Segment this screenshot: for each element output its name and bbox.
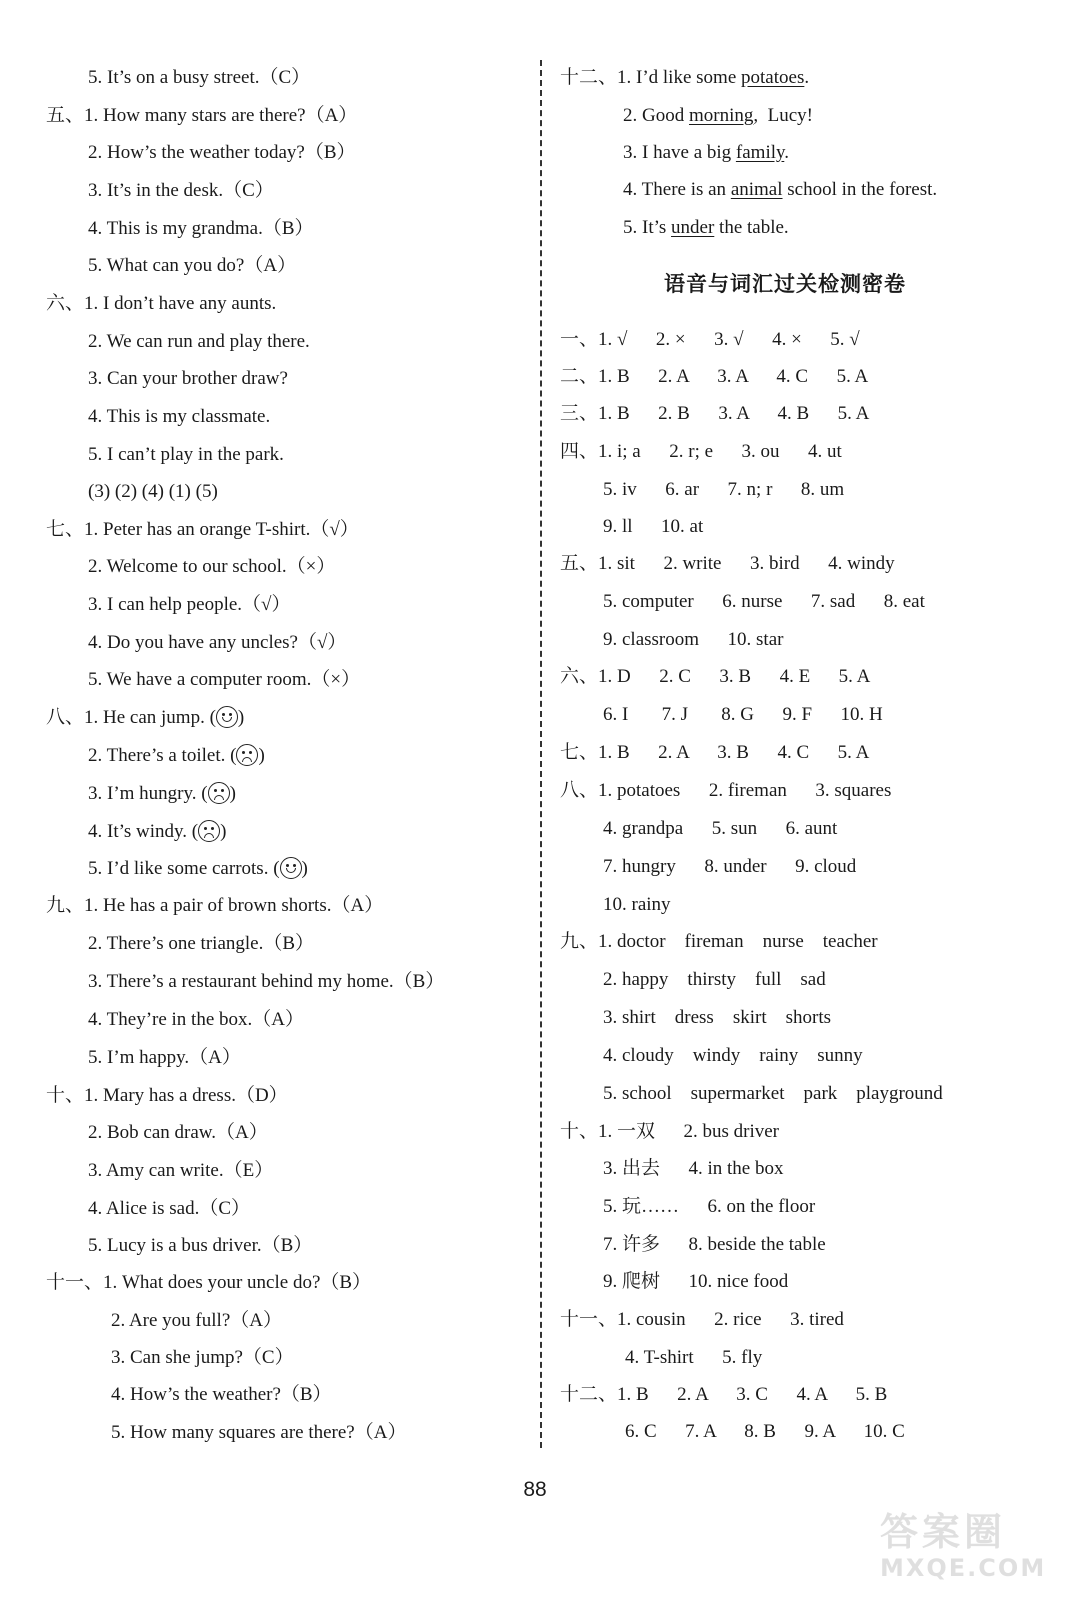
underlined-answer: potatoes (741, 67, 805, 88)
answer-line: 10. rainy (603, 894, 671, 915)
answer-line: 九、1. He has a pair of brown shorts.（A） (46, 895, 384, 916)
answer-line: 4. Do you have any uncles?（√） (88, 632, 347, 653)
underlined-answer: under (671, 217, 715, 238)
answer-line: 五、1. How many stars are there?（A） (46, 105, 358, 126)
answer-line: 4. This is my classmate. (88, 406, 271, 427)
answer-line: 八、1. potatoes 2. fireman 3. squares (560, 780, 892, 801)
underlined-answer: morning (688, 105, 754, 126)
answer-line: 5. iv 6. ar 7. n; r 8. um (603, 479, 845, 500)
answer-line: 七、1. Peter has an orange T-shirt.（√） (46, 519, 359, 540)
face-answer-line: 2. There’s a toilet. ( ) (88, 745, 265, 766)
face-answer-line: 八、1. He can jump. ( ) (46, 707, 245, 728)
answer-line: 9. ll 10. at (603, 516, 704, 537)
answer-line: 6. C 7. A 8. B 9. A 10. C (625, 1421, 905, 1442)
column-divider (540, 60, 542, 1448)
answer-line: 3. Can your brother draw? (88, 368, 288, 389)
answer-line: 7. hungry 8. under 9. cloud (603, 856, 857, 877)
answer-line: 3. There’s a restaurant behind my home.（B） (88, 971, 445, 992)
watermark-logo (880, 1510, 1060, 1590)
face-answer-line: 3. I’m hungry. ( ) (88, 783, 236, 804)
answer-line: 5. I’m happy.（A） (88, 1047, 241, 1068)
answer-line: 9. 爬树 10. nice food (603, 1271, 789, 1292)
sad-face-icon (208, 782, 230, 804)
watermark-url: MXQE.COM (880, 1554, 1047, 1582)
answer-line: 7. 许多 8. beside the table (603, 1234, 826, 1255)
answer-line: 五、1. sit 2. write 3. bird 4. windy (560, 553, 895, 574)
answer-line: 5. We have a computer room.（×） (88, 669, 361, 690)
watermark-text: 答案圈 (880, 1510, 1007, 1554)
answer-line: 4. They’re in the box.（A） (88, 1009, 304, 1030)
answer-line: 三、1. B 2. B 3. A 4. B 5. A (560, 403, 870, 424)
answer-line: 2. Bob can draw.（A） (88, 1122, 268, 1143)
fill-in-answer-line: 十二、1. I’d like some potatoes. (560, 67, 810, 88)
answer-line: 十二、1. B 2. A 3. C 4. A 5. B (560, 1384, 888, 1405)
answer-line: 一、1. √ 2. × 3. √ 4. × 5. √ (560, 329, 860, 350)
smiley-face-icon (280, 857, 302, 879)
answer-line: 5. What can you do?（A） (88, 255, 297, 276)
answer-line: 4. cloudy windy rainy sunny (603, 1045, 863, 1066)
answer-line: 2. Welcome to our school.（×） (88, 556, 336, 577)
answer-line: 5. 玩…… 6. on the floor (603, 1196, 816, 1217)
answer-line: 4. This is my grandma.（B） (88, 218, 314, 239)
sad-face-icon (236, 744, 258, 766)
underlined-answer: family (735, 142, 785, 163)
fill-in-answer-line: 5. It’s under the table. (623, 217, 789, 238)
answer-line: 2. We can run and play there. (88, 331, 310, 352)
answer-line: 5. Lucy is a bus driver.（B） (88, 1235, 313, 1256)
answer-line: 3. Amy can write.（E） (88, 1160, 274, 1181)
answer-line: 2. Are you full?（A） (111, 1310, 282, 1331)
answer-line: 3. shirt dress skirt shorts (603, 1007, 831, 1028)
answer-line: 3. It’s in the desk.（C） (88, 180, 274, 201)
answer-line: 九、1. doctor fireman nurse teacher (560, 931, 878, 952)
answer-line: 5. computer 6. nurse 7. sad 8. eat (603, 591, 925, 612)
page-number: 88 (523, 1478, 547, 1501)
answer-line: 十、1. 一双 2. bus driver (560, 1121, 780, 1142)
face-answer-line: 5. I’d like some carrots. ( ) (88, 858, 308, 879)
answer-line: 二、1. B 2. A 3. A 4. C 5. A (560, 366, 869, 387)
answer-line: 2. There’s one triangle.（B） (88, 933, 315, 954)
answer-line: 4. T-shirt 5. fly (625, 1347, 763, 1368)
answer-line: 5. school supermarket park playground (603, 1083, 943, 1104)
answer-line: 十一、1. What does your uncle do?（B） (46, 1272, 372, 1293)
answer-line: 3. 出去 4. in the box (603, 1158, 784, 1179)
answer-line: 六、1. I don’t have any aunts. (46, 293, 277, 314)
sad-face-icon (198, 820, 220, 842)
answer-line: 3. I can help people.（√） (88, 594, 291, 615)
answer-line: 3. Can she jump?（C） (111, 1347, 294, 1368)
face-answer-line: 4. It’s windy. ( ) (88, 821, 227, 842)
answer-line: 5. I can’t play in the park. (88, 444, 284, 465)
fill-in-answer-line: 3. I have a big family. (623, 142, 790, 163)
answer-line: (3) (2) (4) (1) (5) (88, 481, 218, 502)
answer-line: 4. grandpa 5. sun 6. aunt (603, 818, 838, 839)
smiley-face-icon (216, 706, 238, 728)
answer-line: 5. How many squares are there?（A） (111, 1422, 407, 1443)
answer-line: 四、1. i; a 2. r; e 3. ou 4. ut (560, 441, 842, 462)
answer-line: 2. How’s the weather today?（B） (88, 142, 356, 163)
answer-line: 十、1. Mary has a dress.（D） (46, 1085, 288, 1106)
section-title: 语音与词汇过关检测密卷 (664, 272, 906, 296)
fill-in-answer-line: 2. Good morning, Lucy! (623, 105, 813, 126)
answer-line: 4. How’s the weather?（B） (111, 1384, 332, 1405)
fill-in-answer-line: 4. There is an animal school in the forest. (623, 179, 938, 200)
answer-line: 七、1. B 2. A 3. B 4. C 5. A (560, 742, 870, 763)
answer-line: 5. It’s on a busy street.（C） (88, 67, 311, 88)
underlined-answer: animal (730, 179, 783, 200)
answer-line: 9. classroom 10. star (603, 629, 784, 650)
answer-line: 6. I 7. J 8. G 9. F 10. H (603, 704, 883, 725)
answer-line: 六、1. D 2. C 3. B 4. E 5. A (560, 666, 871, 687)
answer-line: 4. Alice is sad.（C） (88, 1198, 251, 1219)
answer-line: 十一、1. cousin 2. rice 3. tired (560, 1309, 844, 1330)
answer-line: 2. happy thirsty full sad (603, 969, 826, 990)
